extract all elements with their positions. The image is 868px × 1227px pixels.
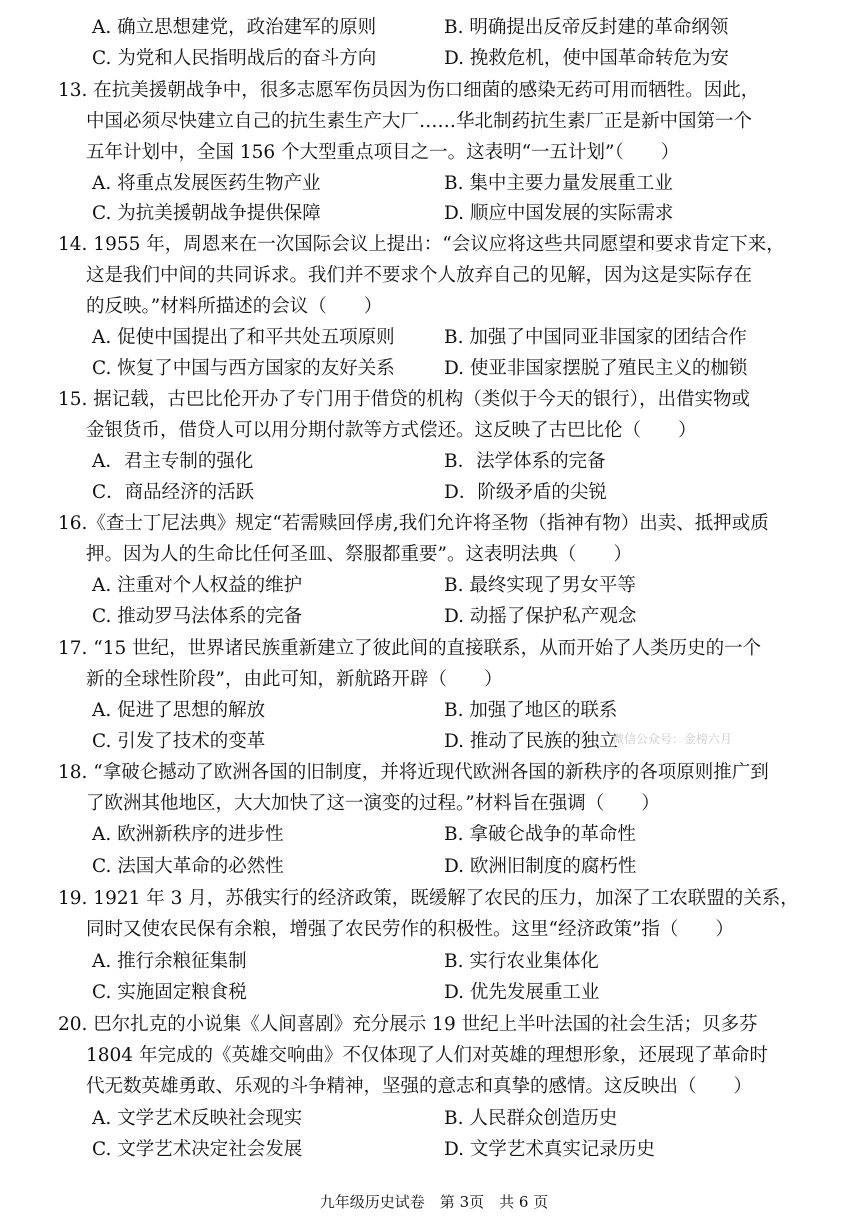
question-text-line: 代无数英雄勇敢、乐观的斗争精神，坚强的意志和真挚的感情。这反映出（ ）	[86, 1076, 753, 1097]
option-b: B. 加强了地区的联系	[444, 700, 618, 721]
question-text-line: 16.《查士丁尼法典》规定“若需赎回俘虏,我们允许将圣物（指神有物）出卖、抵押或质	[58, 513, 769, 534]
option-c: C. 为抗美援朝战争提供保障	[92, 203, 321, 224]
option-b: B. 实行农业集体化	[444, 951, 599, 972]
option-a: A. 促使中国提出了和平共处五项原则	[92, 327, 395, 348]
question-text-line: 新的全球性阶段”，由此可知，新航路开辟（ ）	[86, 669, 503, 690]
question-text-line: 押。因为人的生命比任何圣皿、祭服都重要”。这表明法典（ ）	[86, 544, 632, 565]
option-c: C. 推动罗马法体系的完备	[92, 606, 303, 627]
option-c: C. 为党和人民指明战后的奋斗方向	[92, 48, 377, 69]
question-text-line: 了欧洲其他地区，大大加快了这一演变的过程。”材料旨在强调（ ）	[86, 793, 660, 814]
question-text-line: 20. 巴尔扎克的小说集《人间喜剧》充分展示 19 世纪上半叶法国的社会生活；贝多芬	[58, 1014, 758, 1035]
option-d: D. 欧洲旧制度的腐朽性	[444, 856, 637, 877]
question-text-line: 17. “15 世纪，世界诸民族重新建立了彼此间的直接联系，从而开始了人类历史的一个	[58, 638, 762, 659]
option-c: C. 法国大革命的必然性	[92, 856, 284, 877]
option-d: D. 推动了民族的独立	[444, 731, 618, 752]
question-text-line: 中国必须尽快建立自己的抗生素生产大厂……华北制药抗生素厂正是新中国第一个	[86, 111, 753, 132]
option-a: A．君主专制的强化	[92, 451, 254, 472]
question-text-line: 13. 在抗美援朝战争中，很多志愿军伤员因为伤口细菌的感染无药可用而牺牲。因此，	[58, 80, 760, 101]
option-b: B. 明确提出反帝反封建的革命纲领	[444, 17, 729, 38]
question-text-line: 的反映。”材料所描述的会议（ ）	[86, 296, 383, 317]
option-d: D. 顺应中国发展的实际需求	[444, 203, 674, 224]
page-footer: 九年级历史试卷 第 3页 共 6 页	[319, 1193, 549, 1211]
question-text-line: 18. “拿破仑撼动了欧洲各国的旧制度，并将近现代欧洲各国的新秩序的各项原则推广到	[58, 762, 769, 783]
question-text-line: 五年计划中，全国 156 个大型重点项目之一。这表明“一五计划”（ ）	[86, 142, 680, 163]
question-text-line: 金银货币，借贷人可以用分期付款等方式偿还。这反映了古巴比伦（ ）	[86, 420, 697, 441]
option-a: A. 推行余粮征集制	[92, 951, 247, 972]
option-d: D. 优先发展重工业	[444, 982, 600, 1003]
option-c: C．商品经济的活跃	[92, 482, 255, 503]
option-a: A. 确立思想建党，政治建军的原则	[92, 17, 377, 38]
question-text-line: 14. 1955 年，周恩来在一次国际会议上提出：“会议应将这些共同愿望和要求肯定下来，	[58, 234, 785, 255]
option-a: A. 欧洲新秩序的进步性	[92, 824, 284, 845]
question-text-line: 15. 据记载，古巴比伦开办了专门用于借贷的机构（类似于今天的银行），出借实物或	[58, 389, 751, 410]
option-a: A. 将重点发展医药生物产业	[92, 173, 321, 194]
option-c: C. 文学艺术决定社会发展	[92, 1139, 303, 1160]
option-d: D．阶级矛盾的尖锐	[444, 482, 607, 503]
option-b: B. 加强了中国同亚非国家的团结合作	[444, 327, 747, 348]
option-c: C. 引发了技术的变革	[92, 731, 266, 752]
option-b: B. 拿破仑战争的革命性	[444, 824, 636, 845]
question-text-line: 1804 年完成的《英雄交响曲》不仅体现了人们对英雄的理想形象，还展现了革命时	[86, 1045, 768, 1066]
option-b: B. 集中主要力量发展重工业	[444, 173, 673, 194]
option-b: B．法学体系的完备	[444, 451, 606, 472]
option-d: D. 挽救危机，使中国革命转危为安	[444, 48, 729, 69]
watermark-text: 微信公众号：金榜六月	[612, 732, 733, 746]
option-a: A. 促进了思想的解放	[92, 700, 266, 721]
option-b: B. 最终实现了男女平等	[444, 575, 636, 596]
option-d: D. 使亚非国家摆脱了殖民主义的枷锁	[444, 358, 748, 379]
option-a: A. 文学艺术反映社会现实	[92, 1108, 303, 1129]
question-text-line: 19. 1921 年 3 月，苏俄实行的经济政策，既缓解了农民的压力，加深了工农联盟的关系，	[58, 888, 799, 909]
option-c: C. 恢复了中国与西方国家的友好关系	[92, 358, 395, 379]
option-d: D. 动摇了保护私产观念	[444, 606, 637, 627]
option-d: D. 文学艺术真实记录历史	[444, 1139, 655, 1160]
option-b: B. 人民群众创造历史	[444, 1108, 618, 1129]
option-c: C. 实施固定粮食税	[92, 982, 247, 1003]
option-a: A. 注重对个人权益的维护	[92, 575, 303, 596]
question-text-line: 这是我们中间的共同诉求。我们并不要求个人放弃自己的见解，因为这是实际存在	[86, 265, 753, 286]
question-text-line: 同时又使农民保有余粮，增强了农民劳作的积极性。这里“经济政策”指（ ）	[86, 919, 734, 940]
